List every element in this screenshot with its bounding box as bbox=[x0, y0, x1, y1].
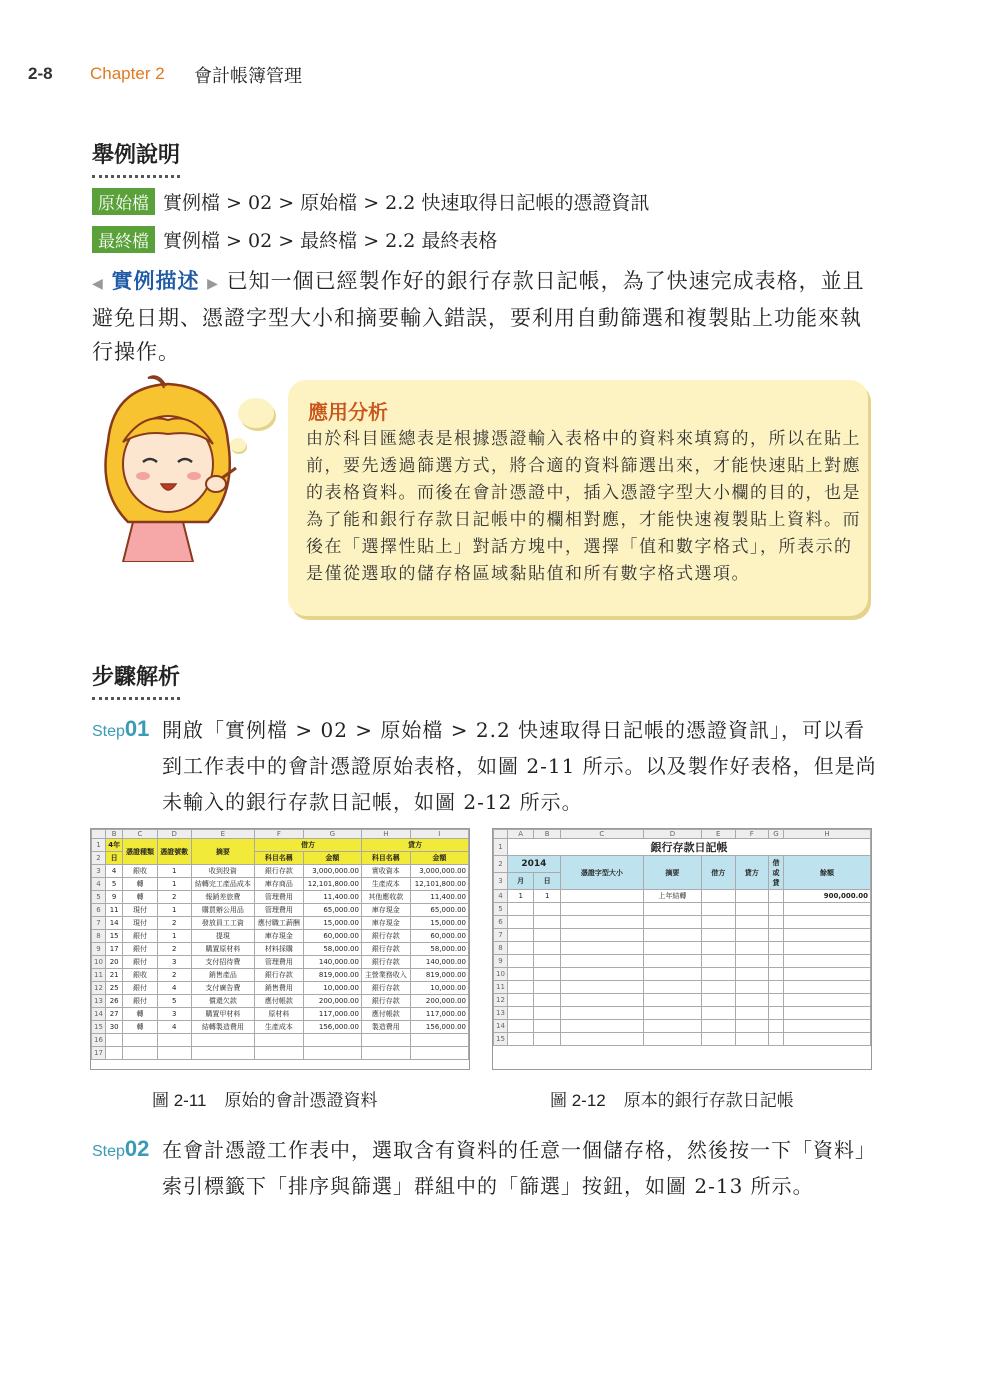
final-file-line bbox=[92, 226, 497, 253]
figure-2-11-caption: 圖 2-11 原始的會計憑證資料 bbox=[152, 1091, 378, 1111]
table-row: 4 5 轉 1 結轉完工產品成本 庫存商品 12,101,800.00 生產成本 12,101,800.00 bbox=[92, 878, 469, 891]
page-number: 2-8 bbox=[28, 64, 53, 83]
figure-2-11-spreadsheet: B C D E F G H I 1 4年 憑證種類 憑證號數 摘要 借方 貸方 2 日 科目名稱 金額 科目名稱 金額 3 4 銀收 1 收到投資 銀行存款 3,000,000.00 實收資本 3,000,000.00 4 5 轉 1 結轉完工產品成本 庫存商品 12,101,800.00 生產成本 12,101,800.00 5 9 轉 2 報銷差旅費 管理費用 11,400.00 其他應收款 11,400.00 6 11 現付 1 購買辦公用品 管理費用 65,000.00 庫存現金 65,000.00 7 14 現付 2 發放員工工資 應付職工薪酬 15,000.00 庫存現金 15,000.00 8 15 銀付 1 提現 庫存現金 60,000.00 銀行存款 60,000.00 9 17 銀付 2 購置原材料 材料採購 58,000.00 銀行存款 58,000.00 10 20 銀付 3 支付招待費 管理費用 140,000.00 銀行存款 140,000.00 11 21 銀收 2 銷售產品 銀行存款 819,000.00 主營業務收入 819,000.00 12 25 銀付 4 支付廣告費 銷售費用 10,000.00 銀行存款 10,000.00 13 26 銀付 5 償還欠款 應付帳款 200,000.00 銀行存款 200,000.00 14 27 轉 3 購置甲材料 原材料 117,000.00 應付帳款 117,000.00 15 30 轉 4 結轉製造費用 生產成本 156,000.00 製造費用 156,000.00 16 17 bbox=[90, 828, 470, 1070]
step-01-text: 開啟「實例檔 > 02 > 原始檔 > 2.2 快速取得日記帳的憑證資訊」，可以看到工作表中的會計憑證原始表格，如圖 2-11 所示。以及製作好表格，但是尚未輸入的銀行存款日記帳，如圖 2-12 所示。 bbox=[162, 718, 877, 814]
table-row: 11 21 銀收 2 銷售產品 銀行存款 819,000.00 主營業務收入 819,000.00 bbox=[92, 969, 469, 982]
table-row: 13 26 銀付 5 償還欠款 應付帳款 200,000.00 銀行存款 200,000.00 bbox=[92, 995, 469, 1008]
table-row: 12 25 銀付 4 支付廣告費 銷售費用 10,000.00 銀行存款 10,000.00 bbox=[92, 982, 469, 995]
table-row: 14 27 轉 3 購置甲材料 原材料 117,000.00 應付帳款 117,000.00 bbox=[92, 1008, 469, 1021]
cartoon-girl-illustration bbox=[88, 372, 248, 562]
figure-2-12-caption: 圖 2-12 原本的銀行存款日記帳 bbox=[550, 1091, 794, 1111]
final-file-tag: 最終檔 bbox=[92, 226, 155, 253]
table-row: 10 20 銀付 3 支付招待費 管理費用 140,000.00 銀行存款 140,000.00 bbox=[92, 956, 469, 969]
ledger-title: 銀行存款日記帳 bbox=[507, 839, 870, 856]
original-file-tag: 原始檔 bbox=[92, 188, 155, 215]
steps-heading: 步驟解析 bbox=[92, 660, 180, 700]
triangle-right-icon: ▶ bbox=[207, 276, 219, 292]
triangle-left-icon: ◀ bbox=[92, 276, 104, 292]
final-file-path: 實例檔 > 02 > 最終檔 > 2.2 最終表格 bbox=[163, 230, 498, 252]
step-word: Step bbox=[92, 723, 125, 740]
analysis-text: 由於科目匯總表是根據憑證輸入表格中的資料來填寫的，所以在貼上前，要先透過篩選方式，將合適的資料篩選出來，才能快速貼上對應的表格資料。而後在會計憑證中，插入憑證字型大小欄的目的，也是為了能和銀行存款日記帳中的欄相對應，才能快速複製貼上資料。而後在「選擇性貼上」對話方塊中，選擇「值和數字格式」，所表示的是僅從選取的儲存格區域黏貼值和所有數字格式選項。 bbox=[306, 429, 861, 584]
step-02-label: Step02 bbox=[92, 1136, 150, 1161]
table-row: 5 9 轉 2 報銷差旅費 管理費用 11,400.00 其他應收款 11,400.00 bbox=[92, 891, 469, 904]
example-description bbox=[92, 264, 882, 369]
step-02-text: 在會計憑證工作表中，選取含有資料的任意一個儲存格，然後按一下「資料」索引標籤下「排序與篩選」群組中的「篩選」按鈕，如圖 2-13 所示。 bbox=[162, 1138, 876, 1198]
thought-bubble-medium bbox=[238, 398, 274, 428]
original-file-line bbox=[92, 188, 649, 215]
chapter-title: 會計帳簿管理 bbox=[194, 66, 302, 87]
table-row: 9 17 銀付 2 購置原材料 材料採購 58,000.00 銀行存款 58,000.00 bbox=[92, 943, 469, 956]
step-number: 01 bbox=[124, 716, 150, 741]
table-row: 7 14 現付 2 發放員工工資 應付職工薪酬 15,000.00 庫存現金 15,000.00 bbox=[92, 917, 469, 930]
table-row: 8 15 銀付 1 提現 庫存現金 60,000.00 銀行存款 60,000.00 bbox=[92, 930, 469, 943]
chapter-label: Chapter 2 bbox=[90, 64, 165, 83]
analysis-title: 應用分析 bbox=[308, 400, 388, 424]
thought-bubble-small bbox=[230, 438, 246, 452]
step-01-label bbox=[92, 716, 149, 742]
table-row: 6 11 現付 1 購買辦公用品 管理費用 65,000.00 庫存現金 65,000.00 bbox=[92, 904, 469, 917]
original-file-path: 實例檔 > 02 > 原始檔 > 2.2 快速取得日記帳的憑證資訊 bbox=[163, 192, 650, 214]
figure-2-12-spreadsheet: A B C D E F G H 1 銀行存款日記帳 2 2014 憑證字型大小 摘要 借方 貸方 借或貸 餘額 3 月 日 4 1 1 上年結轉 900,000.00 5 6 7 8 9 10 11 12 13 14 15 bbox=[492, 828, 872, 1070]
example-heading: 舉例說明 bbox=[92, 138, 180, 178]
table-row: 3 4 銀收 1 收到投資 銀行存款 3,000,000.00 實收資本 3,000,000.00 bbox=[92, 865, 469, 878]
table-row: 15 30 轉 4 結轉製造費用 生產成本 156,000.00 製造費用 156,000.00 bbox=[92, 1021, 469, 1034]
description-text: 已知一個已經製作好的銀行存款日記帳，為了快速完成表格，並且避免日期、憑證字型大小和摘要輸入錯誤，要利用自動篩選和複製貼上功能來執行操作。 bbox=[92, 269, 865, 364]
description-label: 實例描述 bbox=[111, 269, 200, 293]
